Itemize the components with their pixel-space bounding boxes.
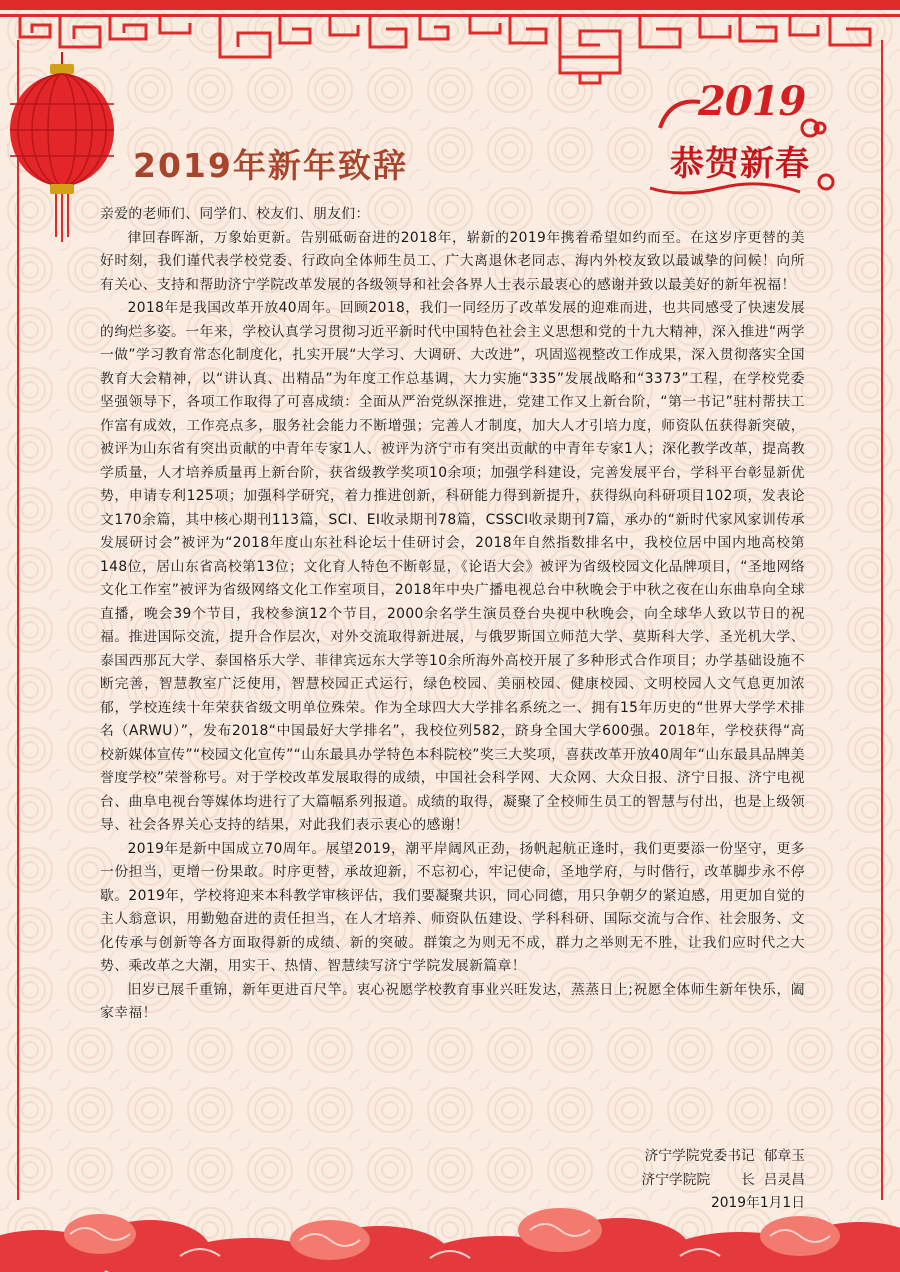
paragraph: 2018年是我国改革开放40周年。回顾2018，我们一同经历了改革发展的迎难而进，也共同感受了快速发展的绚烂多姿。一年来，学校认真学习贯彻习近平新时代中国特色社会主义思想和党的十九大精神，深入推进“两学一做”学习教育常态化制度化，扎实开展“大学习、大调研、大改进”，巩固巡视整改工作成果，深入贯彻落实全国教育大会精神，以“讲认真、出精品”为年度工作总基调，大力实施“335”发展战略和“3373”工程，在学校党委坚强领导下，各项工作取得了可喜成绩：全面从严治党纵深推进，党建工作又上新台阶，“第一书记”驻村帮扶工作富有成效，工作亮点多，服务社会能力不断增强；完善人才制度，加大人才引培力度，师资队伍获得新突破，被评为山东省有突出贡献的中青年专家1人、被评为济宁市有突出贡献的中青年专家1人；深化教学改革，提高教学质量，人才培养质量再上新台阶，获省级教学奖项10余项；加强学科建设，完善发展平台，学科平台彰显新优势，申请专利125项；加强科学研究，着力推进创新，科研能力得到新提升，获得纵向科研项目102项，发表论文170余篇，其中核心期刊113篇，SCI、EI收录期刊78篇，CSSCI收录期刊7篇，承办的“新时代家风家训传承发展研讨会”被评为“2018年度山东社科论坛十佳研讨会，2018年自然指数排名中，我校位居中国内地高校第148位，居山东省高校第13位；文化育人特色不断彰显，《论语大会》被评为省级校园文化品牌项目，“圣地网络文化工作室”被评为省级网络文化工作室项目，2018年中央广播电视总台中秋晚会于中秋之夜在山东曲阜向全球直播，晚会39个节目，我校参演12个节目，2000余名学生演员登台央视中秋晚会，向全球华人致以节日的祝福。推进国际交流，提升合作层次，对外交流取得新进展，与俄罗斯国立师范大学、莫斯科大学、圣光机大学、泰国西那瓦大学、泰国格乐大学、菲律宾远东大学等10余所海外高校开展了多种形式合作项目；办学基础设施不断完善，智慧教室广泛使用，智慧校园正式运行，绿色校园、美丽校园、健康校园、文明校园人文气息更加浓郁，学校连续十年荣获省级文明单位殊荣。作为全球四大大学排名系统之一、拥有15年历史的“世界大学学术排名（ARWU）”，发布2018“中国最好大学排名”，我校位列582，跻身全国大学600强。2018年，学校获得“高校新媒体宣传”“校园文化宣传”“山东最具办学特色本科院校”奖三大奖项，喜获改革开放40周年“山东最具品牌美誉度学校”荣誉称号。对于学校改革发展取得的成绩，中国社会科学网、大众网、大众日报、济宁日报、济宁电视台、曲阜电视台等媒体均进行了大篇幅系列报道。成绩的取得，凝聚了全校师生员工的智慧与付出，也是上级领导、社会各界关心支持的结果，对此我们表示衷心的感谢！ [100,300,805,833]
page-title: 2019年新年致辞 [133,146,408,185]
paragraph: 旧岁已展千重锦，新年更进百尺竿。衷心祝愿学校教育事业兴旺发达，蒸蒸日上;祝愿全体师生新年快乐，阖家幸福！ [100,981,805,1021]
fretwork-top-border [0,0,900,90]
signature-president: 济宁学院院 长 吕灵昌 [641,1171,805,1188]
paragraph: 2019年是新中国成立70周年。展望2019，潮平岸阔风正劲，扬帆起航正逢时，我们更要添一份坚守，更多一份担当，更增一份果敢。时序更替，承故迎新，不忘初心，牢记使命，圣地学府，与时偕行，改革脚步永不停歇。2019年，学校将迎来本科教学审核评估，我们要凝聚共识，同心同德，用只争朝夕的紧迫感，用更加自觉的主人翁意识，用勤勉奋进的责任担当，在人才培养、师资队伍建设、学科科研、国际交流与合作、社会服务、文化传承与创新等各方面取得新的成绩、新的突破。群策之为则无不成，群力之举则无不胜，让我们应时代之大势、乘改革之大潮，用实干、热情、智慧续写济宁学院发展新篇章！ [100,840,805,974]
seal-greeting: 恭贺新春 [670,144,810,184]
red-clouds-footer [0,1190,900,1272]
right-border-line [881,40,883,1200]
letter-body [100,203,805,1026]
paragraph: 律回春晖渐，万象始更新。告别砥砺奋进的2018年，崭新的2019年携着希望如约而至。在这岁序更替的美好时刻，我们谨代表学校党委、行政向全体师生员工、广大离退休老同志、海内外校友致以最诚挚的问候！向所有关心、支持和帮助济宁学院改革发展的各级领导和社会各界人士表示最衷心的感谢并致以最美好的新年祝福！ [100,229,805,293]
seal-year: 2019 [698,78,806,125]
greeting: 亲爱的老师们、同学们、校友们、朋友们： [100,206,370,222]
signature-date: 2019年1月1日 [710,1195,805,1211]
signature-party-secretary: 济宁学院党委书记 郁章玉 [644,1148,805,1164]
new-year-seal [640,78,840,208]
